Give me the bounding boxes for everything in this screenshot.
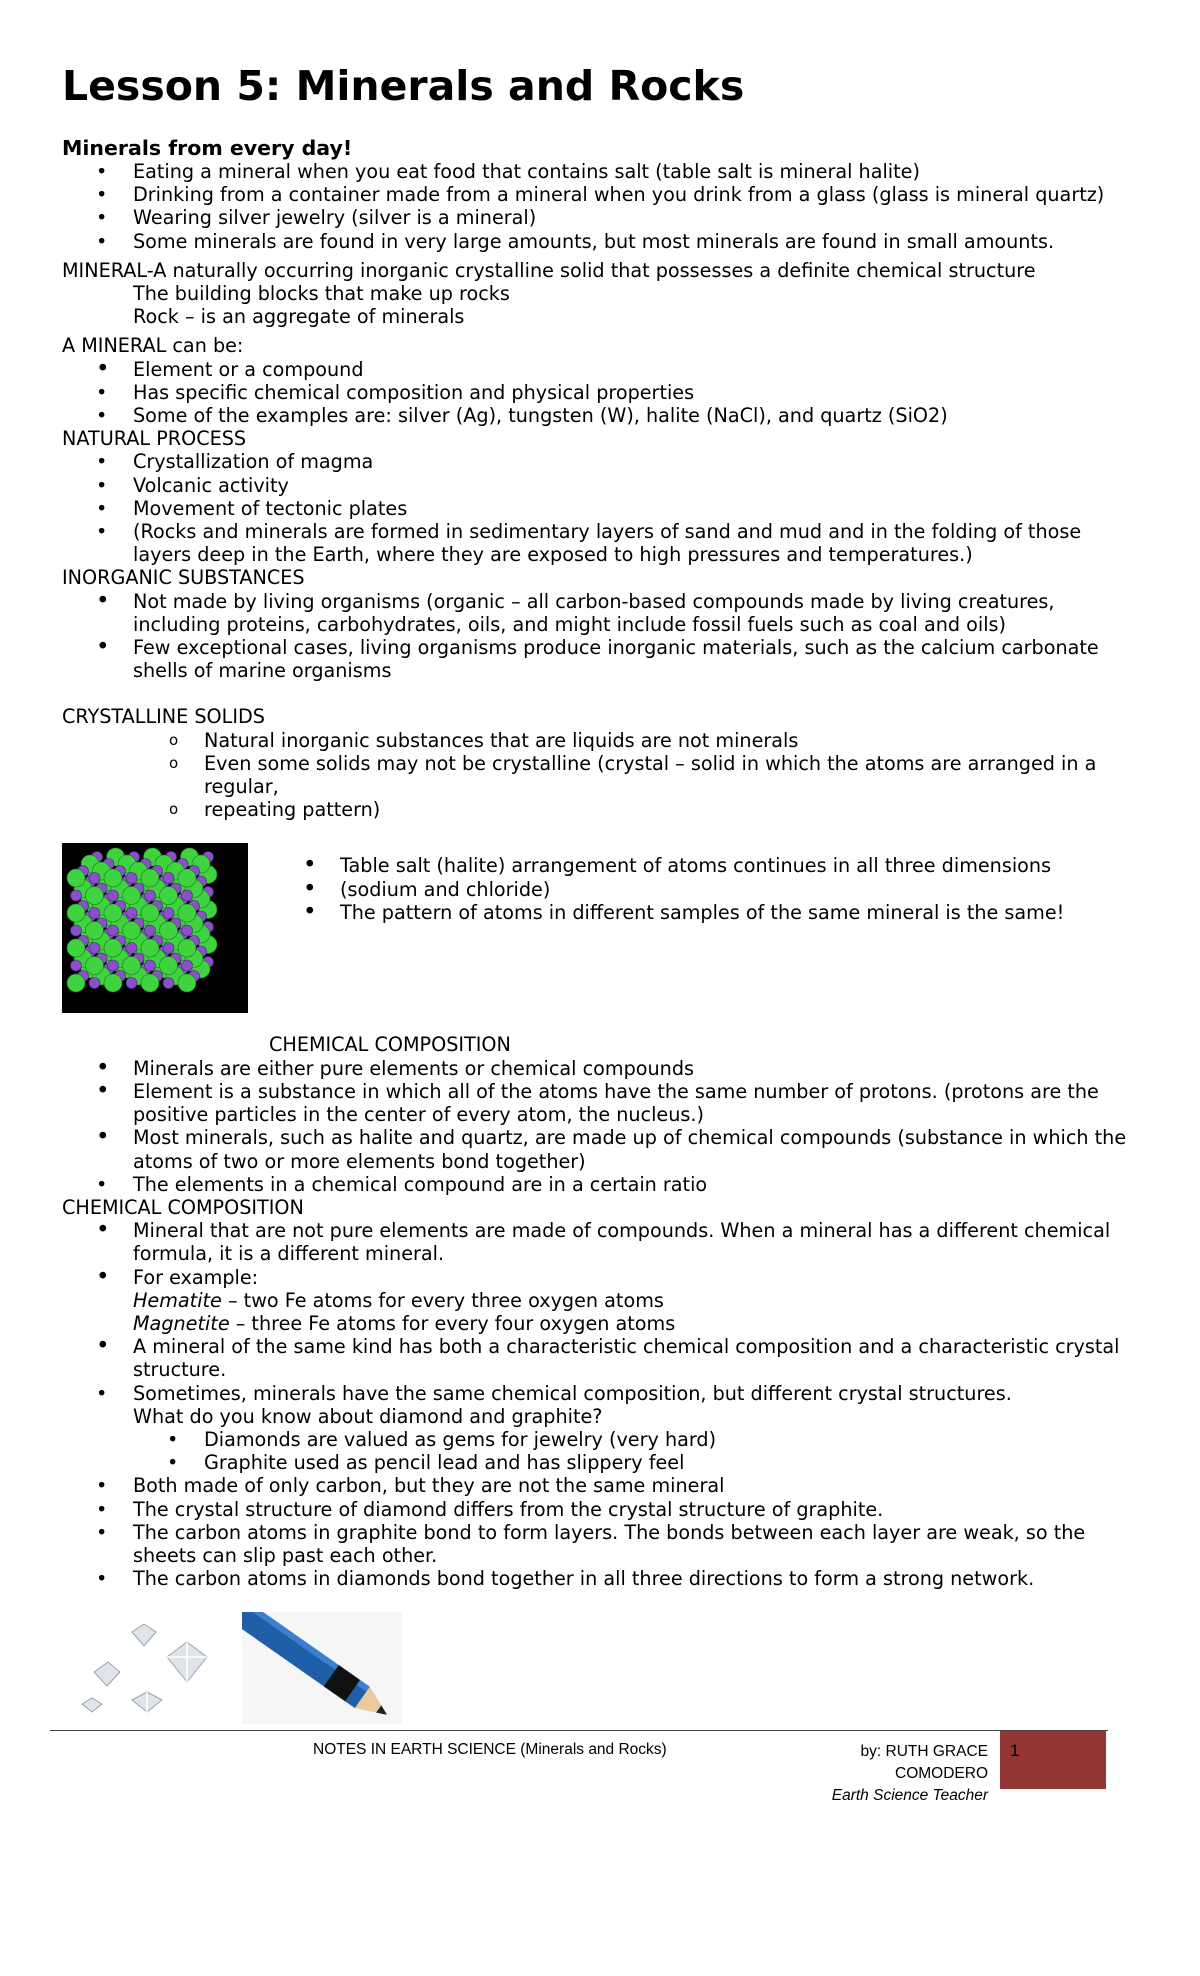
- lesson-title: Lesson 5: Minerals and Rocks: [62, 62, 745, 110]
- chloride-atom: [86, 922, 104, 940]
- sodium-atom: [126, 978, 137, 989]
- magnetite-name: Magnetite: [133, 1311, 230, 1335]
- sodium-atom: [126, 908, 137, 919]
- hematite-name: Hematite: [133, 1288, 222, 1312]
- list-item: o Natural inorganic substances that are liquids are not minerals: [62, 729, 1142, 752]
- list-item: o Even some solids may not be crystalline (crystal – solid in which the atoms are arranged in a regular,: [62, 752, 1142, 798]
- chloride-atom: [123, 957, 141, 975]
- everyday-heading: Minerals from every day!: [62, 136, 353, 160]
- natural-heading: NATURAL PROCESS: [62, 427, 247, 451]
- list-item: • (Rocks and minerals are formed in sedimentary layers of sand and mud and in the folding of those layers deep in the Earth, where they are exposed to high pressures and temperatures.): [62, 520, 1142, 566]
- list-item: • Diamonds are valued as gems for jewelry (very hard): [62, 1428, 1142, 1451]
- hematite-text: – two Fe atoms for every three oxygen atoms: [221, 1288, 664, 1312]
- list-item: • Eating a mineral when you eat food that contains salt (table salt is mineral halite): [62, 160, 1142, 183]
- crystalline-list: [62, 729, 1142, 822]
- chloride-atom: [86, 957, 104, 975]
- diamond-icon: [72, 1612, 222, 1724]
- sodium-atom: [108, 925, 119, 936]
- list-item: • Movement of tectonic plates: [62, 497, 1142, 520]
- list-item: • Few exceptional cases, living organisms produce inorganic materials, such as the calcium carbonate shells of marine organisms: [62, 636, 1142, 682]
- sodium-atom: [182, 890, 193, 901]
- chloride-atom: [104, 939, 122, 957]
- chloride-atom: [178, 869, 196, 887]
- carbon-list: [62, 1474, 1142, 1590]
- chem-list-1: [62, 1057, 1142, 1196]
- footer-role: Earth Science Teacher: [831, 1787, 988, 1804]
- chloride-atom: [178, 904, 196, 922]
- sodium-atom: [89, 873, 100, 884]
- sodium-atom: [108, 960, 119, 971]
- sodium-atom: [163, 978, 174, 989]
- footer-author: by: RUTH GRACE COMODERO: [860, 1743, 988, 1782]
- chloride-atom: [86, 887, 104, 905]
- chloride-atom: [178, 974, 196, 992]
- chloride-atom: [141, 904, 159, 922]
- sodium-atom: [145, 925, 156, 936]
- photos-row: [62, 1612, 1142, 1727]
- list-item: • Some of the examples are: silver (Ag), tungsten (W), halite (NaCl), and quartz (SiO2): [62, 404, 1142, 427]
- sodium-atom: [145, 960, 156, 971]
- chloride-atom: [178, 939, 196, 957]
- sodium-atom: [71, 890, 82, 901]
- list-item: • Volcanic activity: [62, 474, 1142, 497]
- inorganic-list: [62, 590, 1142, 683]
- mineral-definition: MINERAL-A naturally occurring inorganic crystalline solid that possesses a definite chemical structure: [62, 258, 1036, 282]
- chloride-atom: [123, 922, 141, 940]
- list-item: [62, 1266, 1142, 1336]
- chloride-atom: [104, 904, 122, 922]
- chem-heading-1: CHEMICAL COMPOSITION: [269, 1033, 511, 1057]
- page-number: 1: [1010, 1741, 1020, 1760]
- list-item: • Most minerals, such as halite and quartz, are made up of chemical compounds (substance in which the atoms of two or more elements bond together): [62, 1126, 1142, 1172]
- sodium-atom: [163, 908, 174, 919]
- chloride-atom: [104, 869, 122, 887]
- chloride-atom: [141, 939, 159, 957]
- list-item: • A mineral of the same kind has both a characteristic chemical composition and a characteristic crystal structure.: [62, 1335, 1142, 1381]
- sodium-atom: [71, 925, 82, 936]
- pencil-icon: [242, 1612, 402, 1724]
- page-number-box: [1000, 1731, 1106, 1789]
- list-item: [62, 1382, 1142, 1428]
- magnetite-text: – three Fe atoms for every four oxygen atoms: [229, 1311, 676, 1335]
- chloride-atom: [160, 887, 178, 905]
- definition-sub: The building blocks that make up rocks: [133, 282, 510, 306]
- list-item: • The carbon atoms in graphite bond to form layers. The bonds between each layer are weak, so the sheets can slip past each other.: [62, 1521, 1142, 1567]
- list-item: • (sodium and chloride): [269, 878, 1129, 901]
- item-text: What do you know about diamond and graphite?: [133, 1404, 603, 1428]
- chloride-atom: [67, 869, 85, 887]
- inorganic-heading: INORGANIC SUBSTANCES: [62, 566, 305, 590]
- chloride-atom: [67, 974, 85, 992]
- halite-section: [62, 843, 1142, 1019]
- sodium-atom: [182, 925, 193, 936]
- chem-heading-2: CHEMICAL COMPOSITION: [62, 1195, 304, 1219]
- list-item: • The pattern of atoms in different samples of the same mineral is the same!: [269, 901, 1129, 924]
- list-item: o repeating pattern): [62, 798, 1142, 821]
- everyday-list: [62, 160, 1142, 253]
- footer-notes: NOTES IN EARTH SCIENCE (Minerals and Rocks): [313, 1741, 667, 1758]
- list-item: • Table salt (halite) arrangement of atoms continues in all three dimensions: [269, 854, 1129, 877]
- crystalline-heading: CRYSTALLINE SOLIDS: [62, 705, 265, 729]
- sodium-atom: [89, 908, 100, 919]
- list-item: • Some minerals are found in very large amounts, but most minerals are found in small amounts.: [62, 230, 1142, 253]
- sodium-atom: [182, 960, 193, 971]
- definition-sub: Rock – is an aggregate of minerals: [133, 305, 465, 329]
- list-item: • Has specific chemical composition and physical properties: [62, 381, 1142, 404]
- list-item: • Crystallization of magma: [62, 450, 1142, 473]
- list-item: • Mineral that are not pure elements are made of compounds. When a mineral has a different chemical formula, it is a different mineral.: [62, 1219, 1142, 1265]
- lesson-body: [62, 136, 1142, 1727]
- footer-author-block: [770, 1741, 988, 1807]
- sodium-atom: [163, 943, 174, 954]
- example-label: For example:: [133, 1265, 259, 1289]
- halite-crystal-image: [62, 843, 248, 1013]
- sodium-atom: [126, 873, 137, 884]
- sodium-atom: [108, 890, 119, 901]
- chloride-atom: [104, 974, 122, 992]
- sodium-atom: [71, 960, 82, 971]
- list-item: • The elements in a chemical compound are in a certain ratio: [62, 1173, 1142, 1196]
- sodium-atom: [163, 873, 174, 884]
- chloride-atom: [67, 904, 85, 922]
- halite-notes-list: [269, 854, 1129, 924]
- list-item: • Minerals are either pure elements or chemical compounds: [62, 1057, 1142, 1080]
- sodium-atom: [89, 943, 100, 954]
- chloride-atom: [141, 974, 159, 992]
- list-item: • Wearing silver jewelry (silver is a mineral): [62, 206, 1142, 229]
- list-item: • Not made by living organisms (organic – all carbon-based compounds made by living creatures, including proteins, carbohydrates, oils, and might include fossil fuels such as coal and oils): [62, 590, 1142, 636]
- natural-list: [62, 450, 1142, 566]
- item-text: Sometimes, minerals have the same chemical composition, but different crystal structures.: [133, 1381, 1012, 1405]
- chloride-atom: [123, 887, 141, 905]
- sodium-atom: [145, 890, 156, 901]
- can-be-list: [62, 358, 1142, 428]
- list-item: • The carbon atoms in diamonds bond together in all three directions to form a strong network.: [62, 1567, 1142, 1590]
- chloride-atom: [160, 922, 178, 940]
- list-item: • Both made of only carbon, but they are not the same mineral: [62, 1474, 1142, 1497]
- chloride-atom: [160, 957, 178, 975]
- chem-list-2: [62, 1219, 1142, 1428]
- list-item: • Graphite used as pencil lead and has slippery feel: [62, 1451, 1142, 1474]
- list-item: • Element is a substance in which all of the atoms have the same number of protons. (protons are the positive particles in the center of every atom, the nucleus.): [62, 1080, 1142, 1126]
- halite-lattice-icon: [62, 843, 248, 1013]
- sodium-atom: [89, 978, 100, 989]
- chloride-atom: [67, 939, 85, 957]
- sodium-atom: [126, 943, 137, 954]
- footer-divider: [50, 1730, 1108, 1731]
- list-item: • Drinking from a container made from a mineral when you drink from a glass (glass is mineral quartz): [62, 183, 1142, 206]
- list-item: • The crystal structure of diamond differs from the crystal structure of graphite.: [62, 1498, 1142, 1521]
- chloride-atom: [141, 869, 159, 887]
- list-item: • Element or a compound: [62, 358, 1142, 381]
- diamond-graphite-list: [62, 1428, 1142, 1474]
- can-be-heading: A MINERAL can be:: [62, 334, 244, 358]
